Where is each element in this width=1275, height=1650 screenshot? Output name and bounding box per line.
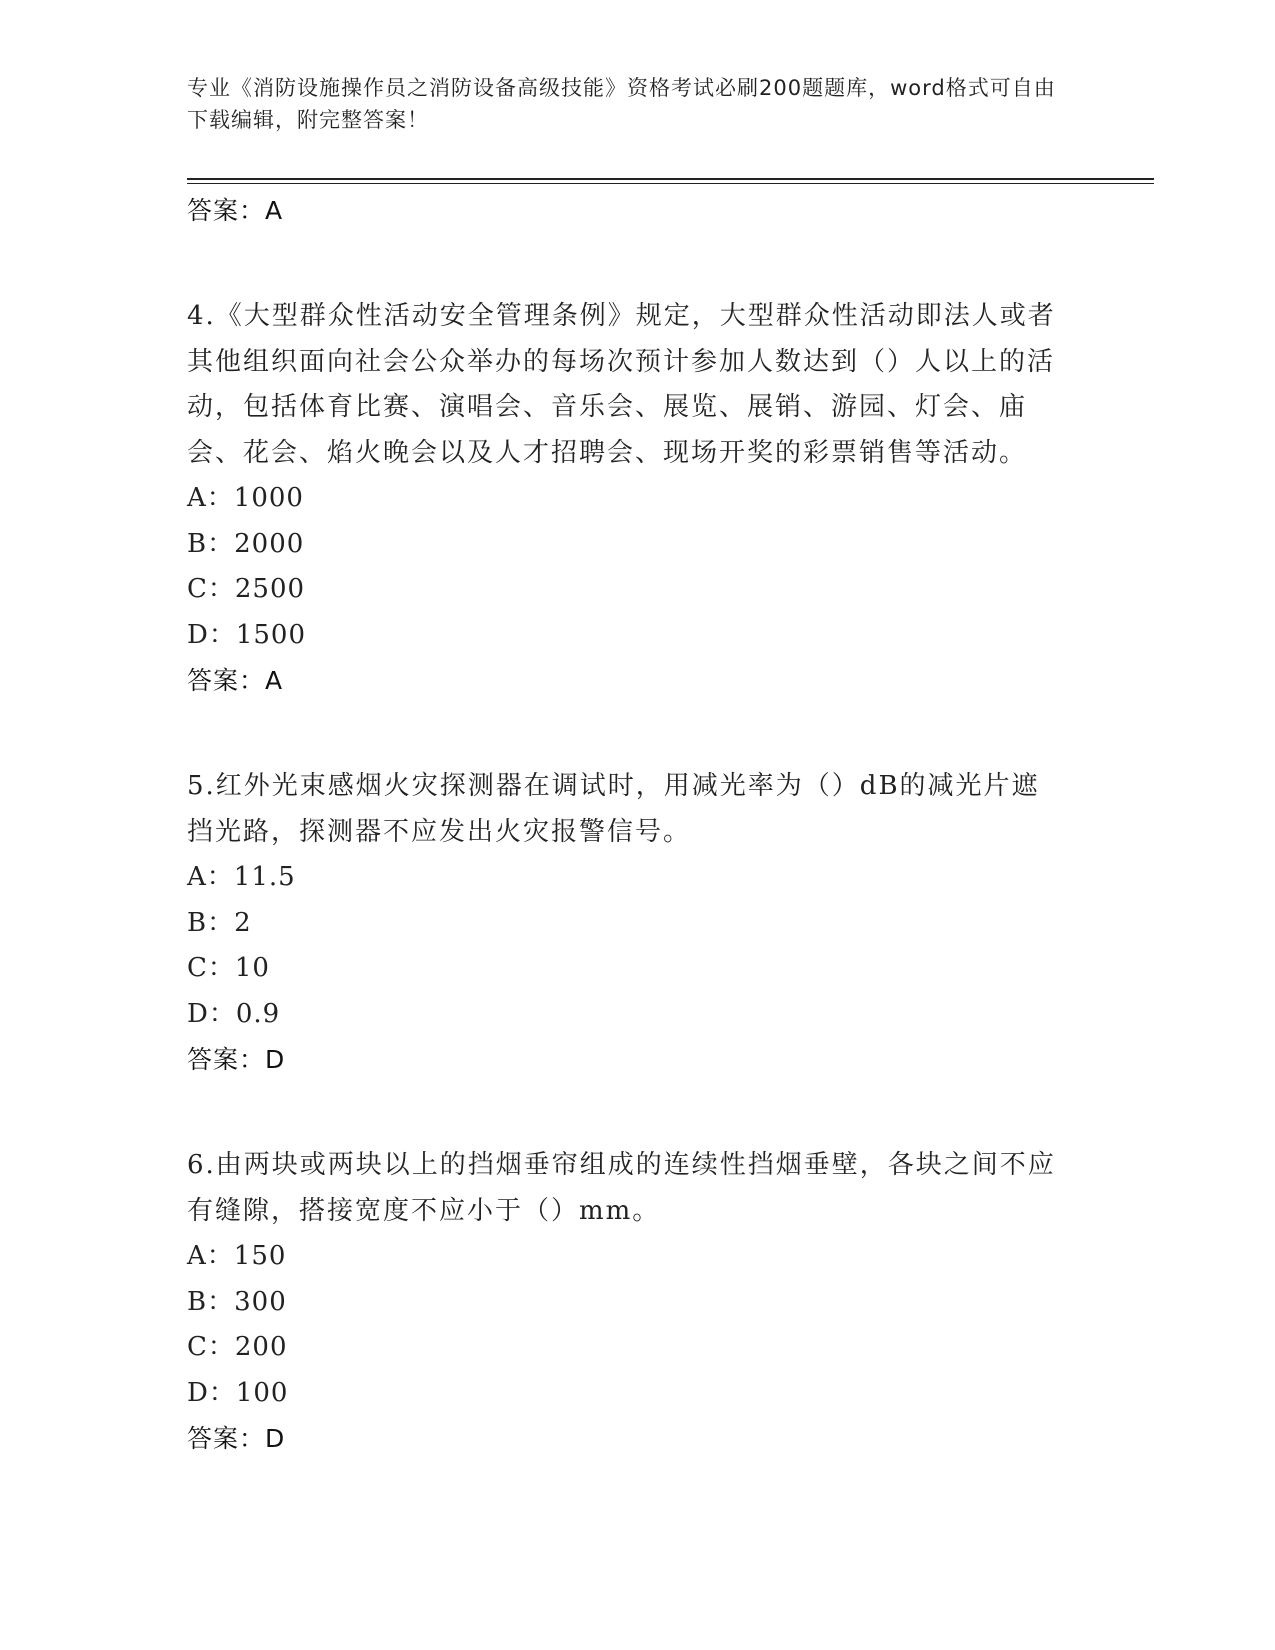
option-d: D：1500: [187, 619, 307, 650]
question-stem: 4.《大型群众性活动安全管理条例》规定，大型群众性活动即法人或者其他组织面向社会公众举办的每场次预计参加人数达到（）人以上的活动，包括体育比赛、演唱会、音乐会、展览、展销、游园、灯会、庙会、花会、焰火晚会以及人才招聘会、现场开奖的彩票销售等活动。: [187, 301, 1056, 468]
option-b: B：2: [187, 907, 252, 938]
question-answer: 答案：D: [187, 1424, 286, 1453]
question-item-5: [187, 764, 1067, 1083]
option-b: B：300: [187, 1286, 287, 1317]
header-divider-thin: [187, 183, 1154, 184]
option-d: D：100: [187, 1377, 289, 1408]
previous-question-answer: 答案：A: [187, 196, 284, 225]
question-item-6: [187, 1143, 1067, 1462]
option-b: B：2000: [187, 528, 305, 559]
option-c: C：10: [187, 953, 270, 983]
option-c: C：2500: [187, 574, 306, 604]
document-header: 专业《消防设施操作员之消防设备高级技能》资格考试必刷200题题库，word格式可自由下载编辑，附完整答案！: [187, 76, 1056, 132]
header-divider-thick: [187, 178, 1154, 180]
option-c: C：200: [187, 1332, 288, 1362]
question-answer: 答案：A: [187, 666, 284, 695]
option-d: D：0.9: [187, 998, 281, 1029]
question-spacer: [187, 1083, 1067, 1143]
question-answer: 答案：D: [187, 1045, 286, 1074]
option-a: A：11.5: [187, 862, 296, 892]
question-item-4: [187, 294, 1067, 704]
question-spacer: [187, 234, 1067, 294]
option-a: A：150: [187, 1241, 287, 1271]
option-a: A：1000: [187, 483, 304, 513]
question-list: [187, 188, 1067, 1462]
question-spacer: [187, 704, 1067, 764]
question-stem: 6.由两块或两块以上的挡烟垂帘组成的连续性挡烟垂壁，各块之间不应有缝隙，搭接宽度不应小于（）mm。: [187, 1150, 1056, 1226]
question-stem: 5.红外光束感烟火灾探测器在调试时，用减光率为（）dB的减光片遮挡光路，探测器不应发出火灾报警信号。: [187, 771, 1040, 847]
